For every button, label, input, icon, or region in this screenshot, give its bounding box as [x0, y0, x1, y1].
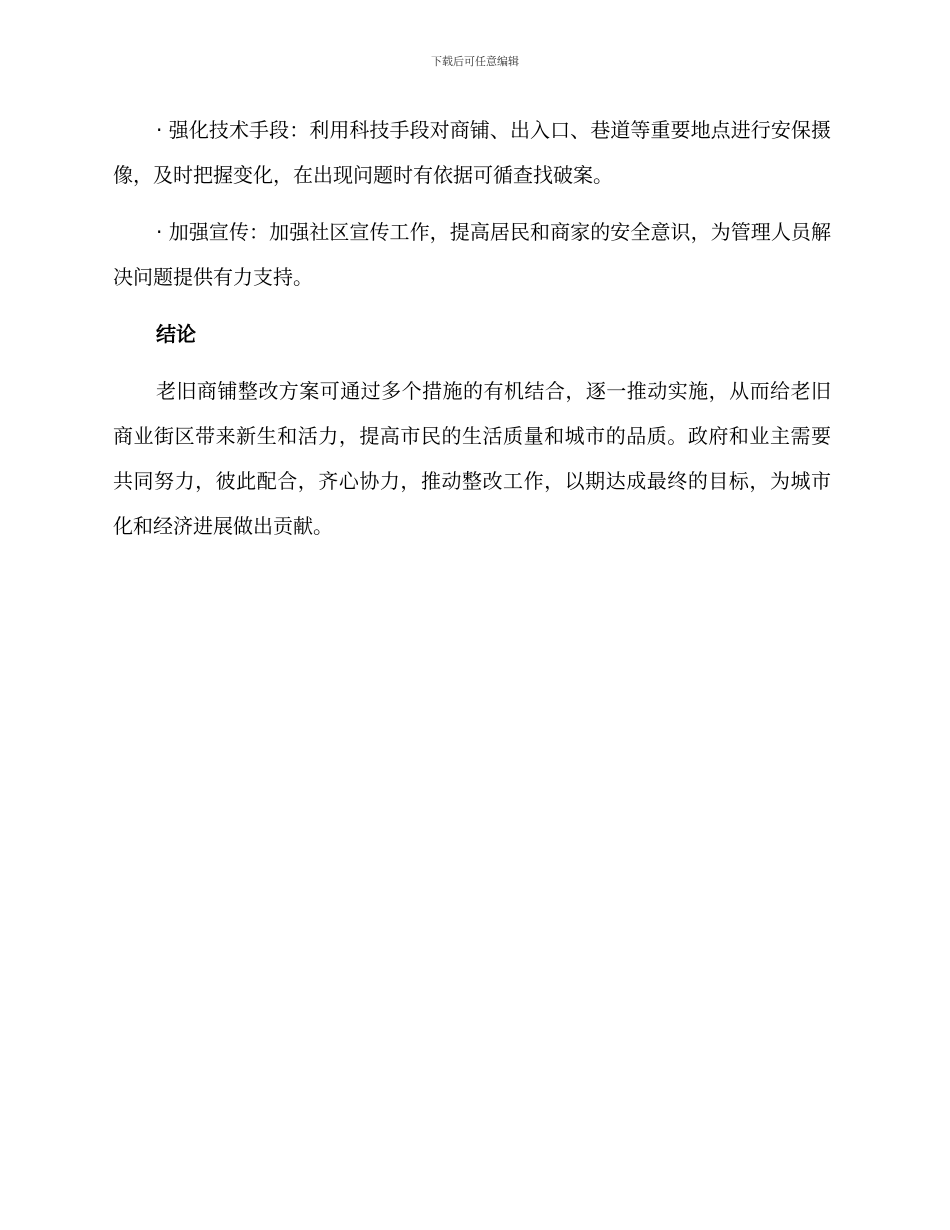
- document-body: [113, 108, 831, 561]
- page-header-note: 下载后可任意编辑: [431, 55, 519, 68]
- bullet-paragraph-tech: · 强化技术手段：利用科技手段对商铺、出入口、巷道等重要地点进行安保摄像，及时把握变化，在出现问题时有依据可循查找破案。: [113, 118, 831, 187]
- section-heading-conclusion: 结论: [156, 322, 196, 346]
- bullet-paragraph-publicity: · 加强宣传：加强社区宣传工作，提高居民和商家的安全意识，为管理人员解决问题提供有力支持。: [113, 220, 831, 289]
- conclusion-paragraph: 老旧商铺整改方案可通过多个措施的有机结合，逐一推动实施，从而给老旧商业街区带来新生和活力，提高市民的生活质量和城市的品质。政府和业主需要共同努力，彼此配合，齐心协力，推动整改工作，以期达成最终的目标，为城市化和经济进展做出贡献。: [113, 379, 831, 538]
